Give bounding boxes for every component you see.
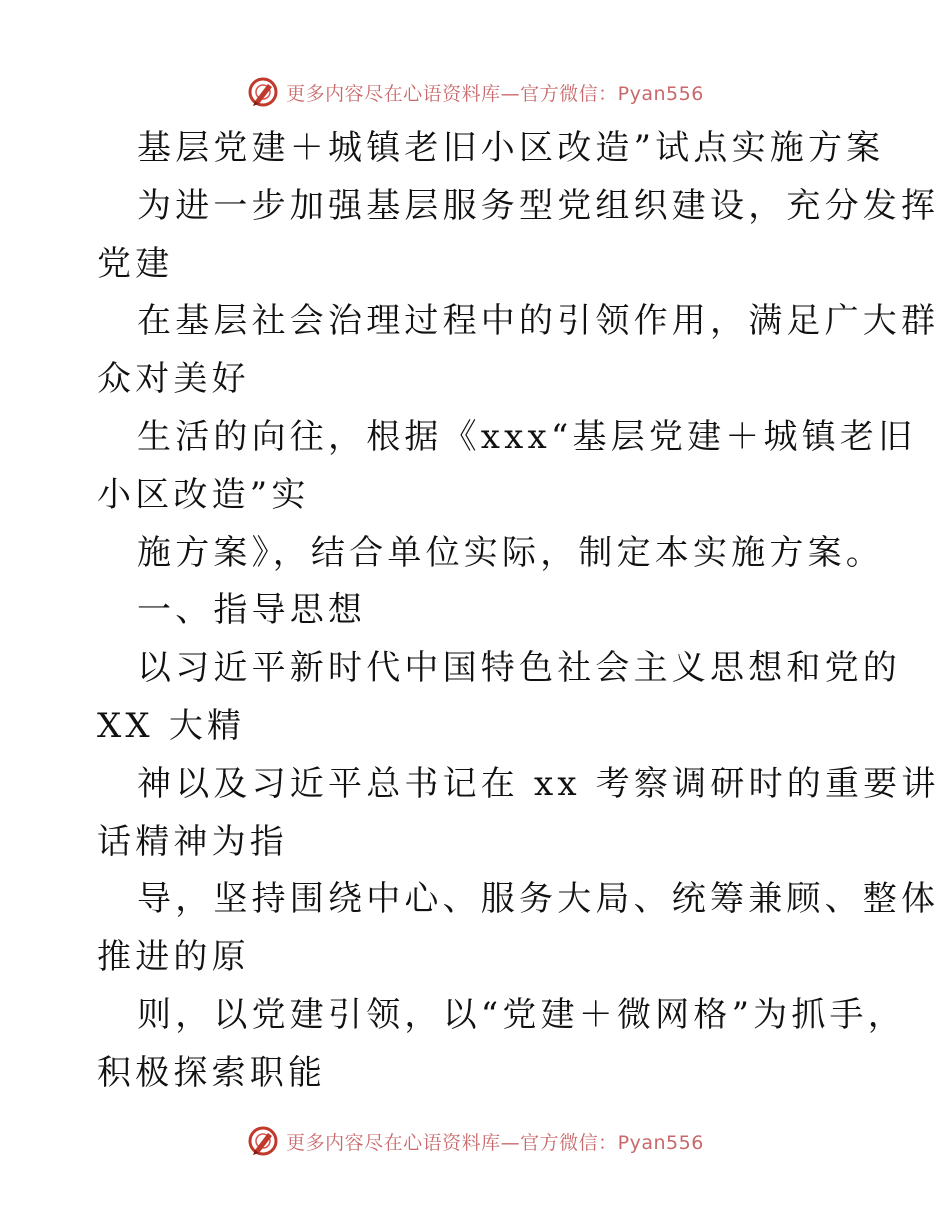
- paragraph-line: 推进的原: [97, 937, 250, 978]
- header-watermark-banner: [0, 72, 950, 112]
- red-pen-circle-logo-icon: [246, 1124, 280, 1158]
- paragraph-line: 话精神为指: [97, 821, 288, 862]
- paragraph-line: 在基层社会治理过程中的引领作用，满足广大群: [137, 301, 940, 342]
- paragraph-line: 为进一步加强基层服务型党组织建设，充分发挥: [137, 185, 940, 226]
- paragraph-line: 导，坚持围绕中心、服务大局、统筹兼顾、整体: [137, 879, 940, 920]
- paragraph-line: 施方案》，结合单位实际，制定本实施方案。: [137, 532, 884, 573]
- paragraph-line: XX 大精: [97, 705, 246, 746]
- document-title: 基层党建＋城镇老旧小区改造”试点实施方案: [137, 128, 885, 168]
- paragraph-line: 以习近平新时代中国特色社会主义思想和党的: [137, 648, 901, 689]
- document-body: [97, 120, 940, 1103]
- paragraph-line: 生活的向往，根据《xxx“基层党建＋城镇老旧: [137, 416, 917, 457]
- section-heading: 一、指导思想: [137, 590, 367, 631]
- paragraph-line: 则，以党建引领，以“党建＋微网格”为抓手，: [137, 994, 906, 1035]
- footer-watermark-banner: [0, 1121, 950, 1161]
- paragraph-line: 众对美好: [97, 359, 250, 400]
- paragraph-line: 神以及习近平总书记在 xx 考察调研时的重要讲: [137, 763, 940, 804]
- paragraph-line: 积极探索职能: [97, 1052, 327, 1093]
- paragraph-line: 小区改造”实: [97, 474, 310, 515]
- paragraph-line: 党建: [97, 243, 174, 284]
- red-pen-circle-logo-icon: [246, 75, 280, 109]
- header-watermark-text: 更多内容尽在心语资料库—官方微信：Pyan556: [286, 82, 704, 105]
- footer-watermark-text: 更多内容尽在心语资料库—官方微信：Pyan556: [286, 1131, 704, 1154]
